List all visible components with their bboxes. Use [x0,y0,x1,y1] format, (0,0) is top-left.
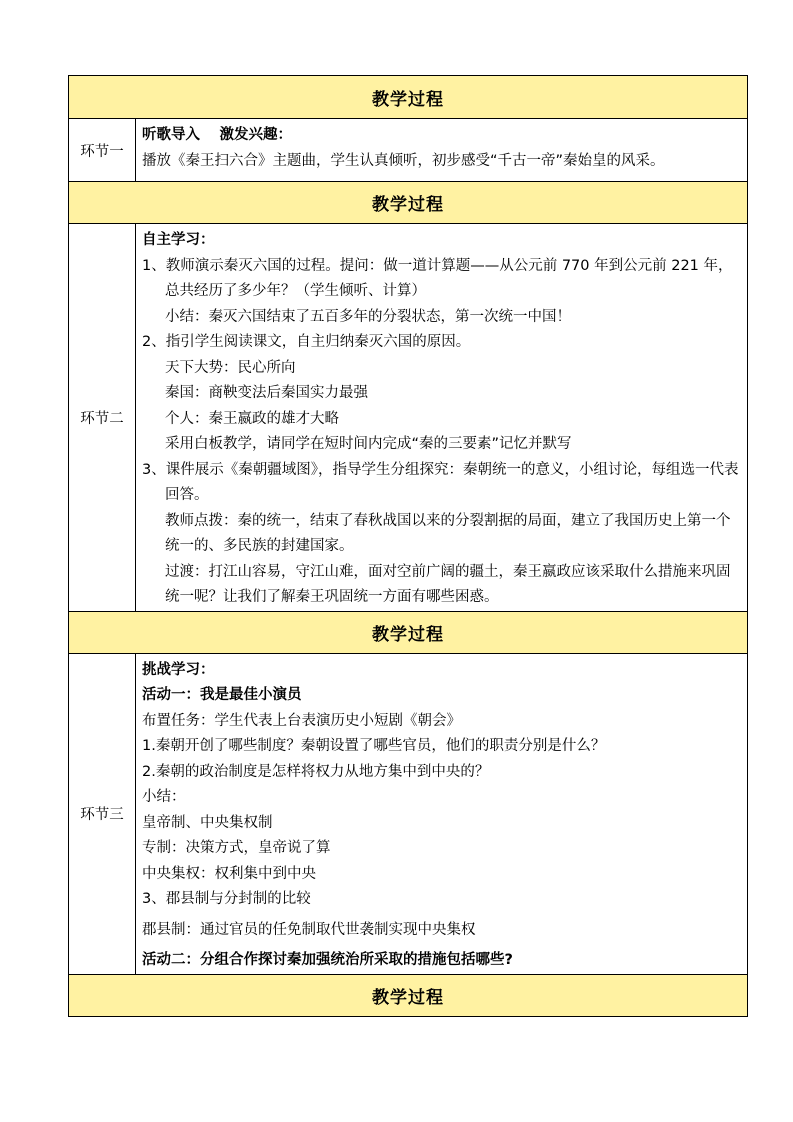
text-line: 个人：秦王嬴政的雄才大略 [165,410,339,427]
text-line: 小结：秦灭六国结束了五百多年的分裂状态，第一次统一中国！ [165,308,571,325]
header-row [69,76,748,119]
header-title: 教学过程 [69,974,748,1016]
header-title: 教学过程 [69,182,748,224]
text-line: 皇帝制、中央集权制 [142,814,273,831]
text-line: 教师点拨：秦的统一，结束了春秋战国以来的分裂割据的局面，建立了我国历史上第一个统一的、多民族的封建国家。 [165,512,731,554]
section-row-3 [69,653,748,974]
text-line: 专制：决策方式，皇帝说了算 [142,840,331,856]
lesson-process-table [68,75,748,1017]
section-content [136,653,748,974]
activity-title: 活动一：我是最佳小演员 [142,687,302,703]
text-line: 1.秦朝开创了哪些制度？秦朝设置了哪些官员，他们的职责分别是什么？ [142,738,606,754]
text-line: 采用白板教学，请同学在短时间内完成“秦的三要素”记忆并默写 [165,436,572,452]
text-line: 小结： [142,789,186,805]
header-row [69,974,748,1016]
text-line: 3、郡县制与分封制的比较 [142,891,311,907]
text-line: 2、指引学生阅读课文，自主归纳秦灭六国的原因。 [142,334,471,350]
header-title: 教学过程 [69,76,748,119]
section-row-1 [69,119,748,182]
activity-title: 活动二：分组合作探讨秦加强统治所采取的措施包括哪些? [142,952,513,968]
text-line: 郡县制：通过官员的任免制取代世袭制实现中央集权 [142,921,476,938]
text-line: 3、课件展示《秦朝疆域图》，指导学生分组探究：秦朝统一的意义，小组讨论，每组选一代表回答。 [142,461,739,503]
header-row [69,611,748,653]
text-line: 中央集权：权利集中到中央 [142,865,316,882]
text-line: 布置任务：学生代表上台表演历史小短剧《朝会》 [142,712,461,729]
text-line: 播放《秦王扫六合》主题曲，学生认真倾听，初步感受“千古一帝”秦始皇的风采。 [142,152,665,169]
header-title: 教学过程 [69,611,748,653]
section-row-2 [69,224,748,612]
text-line: 1、教师演示秦灭六国的过程。提问：做一道计算题——从公元前 770 年到公元前 221 年，总共经历了多少年？（学生倾听、计算） [142,257,733,299]
section-content [136,224,748,612]
section-title: 挑战学习： [142,661,215,678]
text-line: 2.秦朝的政治制度是怎样将权力从地方集中到中央的？ [142,763,490,780]
section-content [136,119,748,182]
header-row [69,182,748,224]
text-line: 过渡：打江山容易，守江山难，面对空前广阔的疆土，秦王嬴政应该采取什么措施来巩固统一呢？让我们了解秦王巩固统一方面有哪些困惑。 [165,563,731,605]
text-line: 秦国：商鞅变法后秦国实力最强 [165,385,368,401]
section-label: 环节三 [69,653,136,974]
text-line: 天下大势：民心所向 [165,359,296,376]
section-title: 听歌导入 激发兴趣： [142,127,293,143]
section-title: 自主学习： [142,232,215,248]
section-label: 环节一 [69,119,136,182]
section-label: 环节二 [69,224,136,612]
